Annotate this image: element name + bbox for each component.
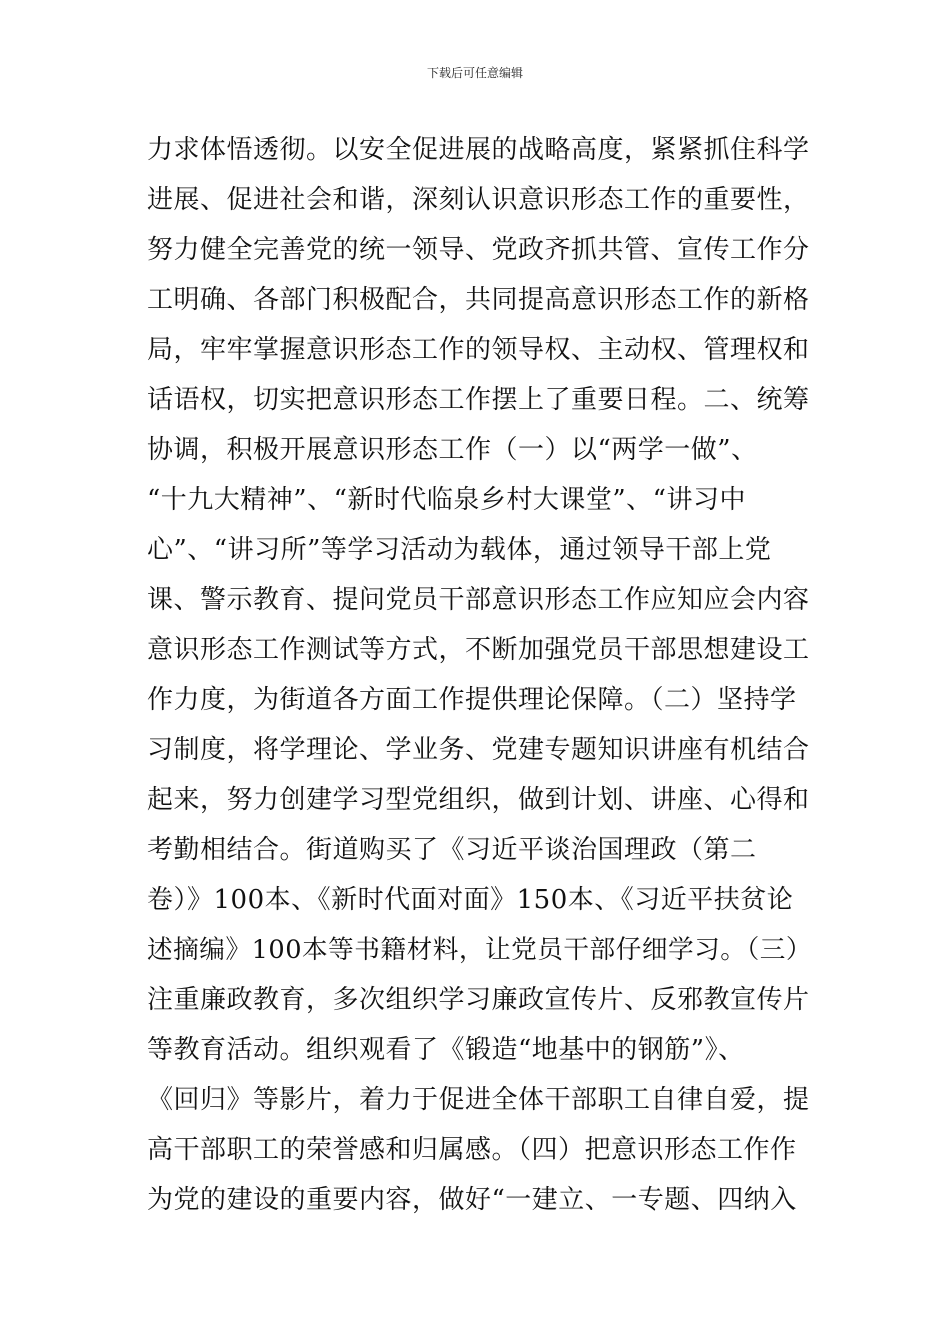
- text-line: 注重廉政教育，多次组织学习廉政宣传片、反邪教宣传片: [147, 985, 810, 1015]
- text-line: 等教育活动。组织观看了《锻造“地基中的钢筋”》、: [147, 1035, 745, 1065]
- text-line: 协调，积极开展意识形态工作（一）以“两学一做”、: [147, 435, 758, 465]
- text-line: “十九大精神”、“新时代临泉乡村大课堂”、“讲习中: [147, 485, 746, 515]
- text-line: 心”、“讲习所”等学习活动为载体，通过领导干部上党: [147, 535, 772, 565]
- text-line: 习制度，将学理论、学业务、党建专题知识讲座有机结合: [147, 735, 810, 765]
- text-line: 力求体悟透彻。以安全促进展的战略高度，紧紧抓住科学: [147, 135, 810, 165]
- text-line: 话语权，切实把意识形态工作摆上了重要日程。二、统筹: [147, 385, 810, 415]
- text-line: 《回归》等影片，着力于促进全体干部职工自律自爱，提: [147, 1085, 810, 1115]
- text-line: 考勤相结合。街道购买了《习近平谈治国理政（第二: [147, 835, 757, 865]
- text-line: 局，牢牢掌握意识形态工作的领导权、主动权、管理权和: [147, 335, 810, 365]
- text-line: 进展、促进社会和谐，深刻认识意识形态工作的重要性，: [147, 185, 810, 215]
- text-line: 工明确、各部门积极配合，共同提高意识形态工作的新格: [147, 285, 810, 315]
- text-line: 课、警示教育、提问党员干部意识形态工作应知应会内容: [147, 585, 810, 615]
- text-line: 述摘编》100本等书籍材料，让党员干部仔细学习。（三）: [147, 935, 812, 965]
- text-line: 努力健全完善党的统一领导、党政齐抓共管、宣传工作分: [147, 235, 810, 265]
- page-header: 下载后可任意编辑: [426, 66, 523, 80]
- text-line: 卷）》100本、《新时代面对面》150本、《习近平扶贫论: [147, 885, 794, 915]
- text-line: 意识形态工作测试等方式，不断加强党员干部思想建设工: [147, 635, 810, 665]
- document-body: [147, 125, 812, 1225]
- text-line: 起来，努力创建学习型党组织，做到计划、讲座、心得和: [147, 785, 810, 815]
- text-line: 高干部职工的荣誉感和归属感。（四）把意识形态工作作: [147, 1135, 797, 1165]
- text-line: 为党的建设的重要内容，做好“一建立、一专题、四纳入: [147, 1185, 797, 1215]
- text-line: 作力度，为街道各方面工作提供理论保障。（二）坚持学: [147, 685, 797, 715]
